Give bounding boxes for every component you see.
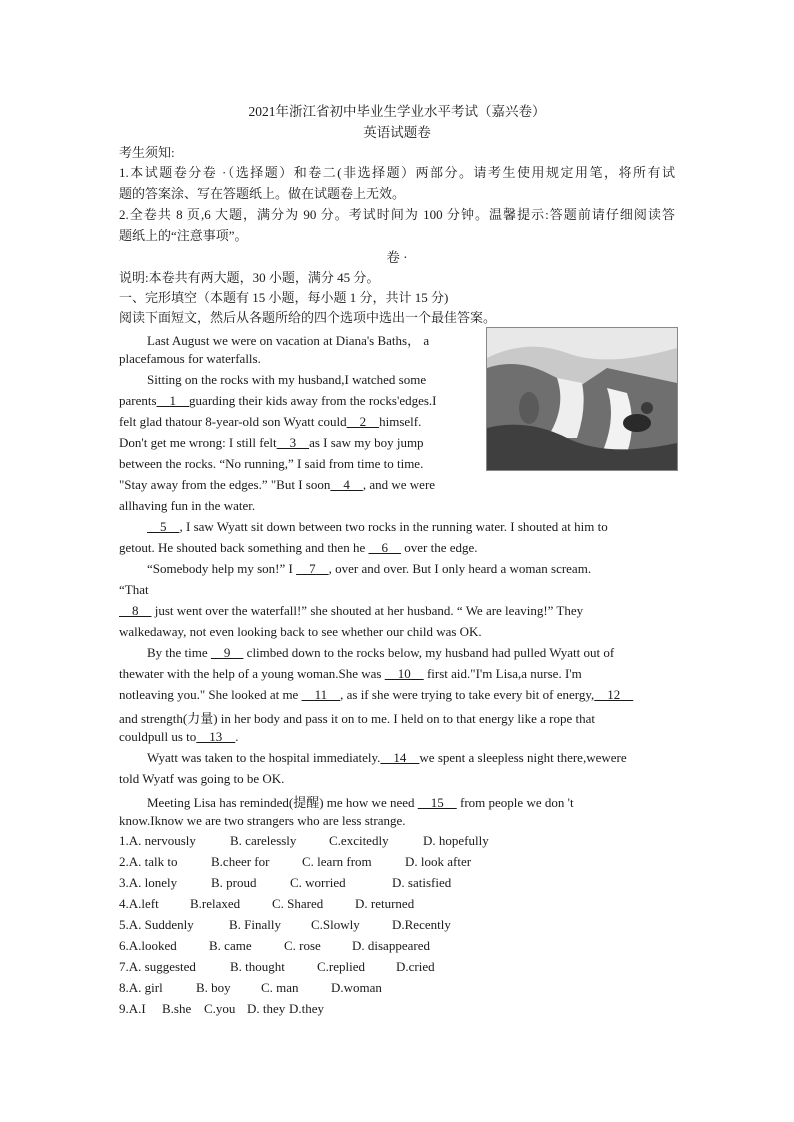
exam-title: 2021年浙江省初中毕业生学业水平考试（嘉兴卷） <box>248 104 546 119</box>
passage-text: felt glad thatour 8-year-old son Wyatt could <box>119 414 347 429</box>
option-a: 2.A. talk to <box>119 854 178 869</box>
blank-7: 7 <box>296 561 329 576</box>
option-a: 6.A.looked <box>119 938 177 953</box>
passage-text: . <box>235 729 239 744</box>
question-options-8 <box>119 980 382 996</box>
passage-line-10 <box>147 519 608 535</box>
passage-text: notleaving you." She looked at me <box>119 687 299 702</box>
option-b: B. thought <box>230 959 285 974</box>
passage-line-16 <box>147 645 614 661</box>
option-d: D. they <box>247 1001 286 1016</box>
option-b: B. came <box>209 938 252 953</box>
passage-line-9: allhaving fun in the water. <box>119 498 256 513</box>
part-title: 一、完形填空（本题有 15 小题，每小题 1 分，共计 15 分) <box>119 290 449 305</box>
passage-text: couldpull us to <box>119 729 197 744</box>
question-options-2 <box>119 854 471 870</box>
passage-line-24: know.Iknow we are two strangers who are less strange. <box>119 813 406 828</box>
passage-line-7: between the rocks. “No running,” I said from time to time. <box>119 456 424 471</box>
option-d: D. returned <box>355 896 415 911</box>
volume-label: 卷 · <box>386 250 408 265</box>
passage-line-19: and strength(力量) in her body and pass it on to me. I held on to that energy like a rope that <box>119 711 595 726</box>
passage-line-1: Last August we were on vacation at Diana's Baths， a <box>147 333 430 348</box>
question-options-7 <box>119 959 435 975</box>
option-c: C.excitedly <box>329 833 389 848</box>
blank-10: 10 <box>384 666 424 681</box>
passage-text: we spent a sleepless night there,wewere <box>419 750 627 765</box>
waterfall-illustration <box>487 328 677 470</box>
passage-line-14 <box>119 603 583 619</box>
notice-line-2b: 题纸上的“注意事项”。 <box>119 228 248 243</box>
blank-9: 9 <box>210 645 244 660</box>
blank-3: 3 <box>276 435 310 450</box>
passage-line-3: Sitting on the rocks with my husband,I watched some <box>147 372 427 387</box>
option-d: D.they <box>289 1001 325 1016</box>
option-b: B. boy <box>196 980 231 995</box>
passage-text: first aid."I'm Lisa,a nurse. I'm <box>426 666 582 681</box>
option-d: D.woman <box>331 980 382 995</box>
question-options-9 <box>119 1001 324 1017</box>
passage-text: Wyatt was taken to the hospital immediately. <box>147 750 381 765</box>
option-c: C.Slowly <box>311 917 360 932</box>
blank-5: 5 <box>147 519 180 534</box>
option-a: 1.A. nervously <box>119 833 196 848</box>
passage-line-20 <box>119 729 239 745</box>
waterfall-photo <box>486 327 678 471</box>
blank-13: 13 <box>196 729 236 744</box>
blank-14: 14 <box>380 750 420 765</box>
question-options-5 <box>119 917 451 933</box>
blank-2: 2 <box>346 414 380 429</box>
passage-line-6 <box>119 435 424 451</box>
blank-8: 8 <box>119 603 152 618</box>
option-c: C. man <box>261 980 299 995</box>
notice-line-2a: 2.全卷共 8 页,6 大题，满分为 90 分。考试时间为 100 分钟。温馨提示:答题前请仔细阅读答 <box>119 207 675 222</box>
passage-text: Meeting Lisa has reminded(提醒) me how we need <box>147 795 415 810</box>
section-desc: 说明:本卷共有两大题，30 小题，满分 45 分。 <box>119 270 380 285</box>
passage-line-12 <box>147 561 591 577</box>
notice-line-1a: 1.本试题卷分卷 ·（选择题）和卷二(非选择题）两部分。请考生使用规定用笔，将所有试 <box>119 165 675 180</box>
passage-text: from people we don 't <box>460 795 574 810</box>
passage-text: , as if she were trying to take every bit of energy, <box>340 687 595 702</box>
passage-line-21 <box>147 750 627 766</box>
passage-text: thewater with the help of a young woman.She was <box>119 666 382 681</box>
passage-line-17 <box>119 666 582 682</box>
passage-text: guarding their kids away from the rocks'edges.I <box>189 393 437 408</box>
passage-text: , over and over. But I only heard a woman scream. <box>328 561 592 576</box>
notice-heading: 考生须知: <box>119 145 175 160</box>
blank-12: 12 <box>594 687 634 702</box>
option-a: 9.A.I <box>119 1001 146 1016</box>
passage-line-11 <box>119 540 478 556</box>
option-d: D. satisfied <box>392 875 452 890</box>
passage-line-15: walkedaway, not even looking back to see whether our child was OK. <box>119 624 482 639</box>
passage-text: parents <box>119 393 157 408</box>
passage-text: just went over the waterfall!” she shouted at her husband. “ We are leaving!” They <box>154 603 584 618</box>
passage-text: himself. <box>379 414 422 429</box>
option-c: C. worried <box>290 875 346 890</box>
option-d: D. disappeared <box>352 938 430 953</box>
passage-text: “Somebody help my son!” I <box>147 561 293 576</box>
option-b: B.cheer for <box>211 854 270 869</box>
option-d: D. look after <box>405 854 472 869</box>
option-d: D.Recently <box>392 917 451 932</box>
option-b: B. proud <box>211 875 257 890</box>
option-b: B.she <box>162 1001 192 1016</box>
option-b: B.relaxed <box>190 896 241 911</box>
question-options-4 <box>119 896 414 912</box>
blank-11: 11 <box>301 687 341 702</box>
question-options-1 <box>119 833 489 849</box>
notice-line-1b: 题的答案涂、写在答题纸上。做在试题卷上无效。 <box>119 186 406 201</box>
passage-line-13: “That <box>119 582 149 597</box>
option-a: 4.A.left <box>119 896 159 911</box>
passage-line-22: told Wyatf was going to be OK. <box>119 771 285 786</box>
passage-line-4 <box>119 393 437 409</box>
passage-line-8 <box>119 477 435 493</box>
passage-text: , and we were <box>362 477 436 492</box>
part-instruction: 阅读下面短文，然后从各题所给的四个选项中选出一个最佳答案。 <box>119 310 497 325</box>
option-c: C.you <box>204 1001 236 1016</box>
passage-text: Don't get me wrong: I still felt <box>119 435 277 450</box>
passage-line-2: placefamous for waterfalls. <box>119 351 261 366</box>
option-a: 7.A. suggested <box>119 959 196 974</box>
passage-line-5 <box>119 414 421 430</box>
passage-text: "Stay away from the edges.” "But I soon <box>119 477 331 492</box>
blank-15: 15 <box>417 795 457 810</box>
option-c: C.replied <box>317 959 366 974</box>
exam-subtitle: 英语试题卷 <box>363 125 431 140</box>
passage-line-23 <box>147 792 574 811</box>
question-options-6 <box>119 938 430 954</box>
question-options-3 <box>119 875 451 891</box>
option-c: C. learn from <box>302 854 372 869</box>
passage-line-18 <box>119 687 633 703</box>
passage-text: as I saw my boy jump <box>309 435 424 450</box>
option-c: C. rose <box>284 938 321 953</box>
option-d: D. hopefully <box>423 833 489 848</box>
option-c: C. Shared <box>272 896 324 911</box>
option-a: 8.A. girl <box>119 980 163 995</box>
option-b: B. Finally <box>229 917 282 932</box>
option-a: 5.A. Suddenly <box>119 917 194 932</box>
option-b: B. carelessly <box>230 833 297 848</box>
blank-1: 1 <box>156 393 190 408</box>
blank-6: 6 <box>368 540 401 555</box>
passage-text: , I saw Wyatt sit down between two rocks in the running water. I shouted at him to <box>179 519 608 534</box>
passage-text: By the time <box>147 645 208 660</box>
passage-text: getout. He shouted back something and then he <box>119 540 366 555</box>
blank-4: 4 <box>330 477 363 492</box>
passage-text: over the edge. <box>404 540 478 555</box>
option-a: 3.A. lonely <box>119 875 178 890</box>
passage-text: climbed down to the rocks below, my husband had pulled Wyatt out of <box>246 645 615 660</box>
option-d: D.cried <box>396 959 435 974</box>
